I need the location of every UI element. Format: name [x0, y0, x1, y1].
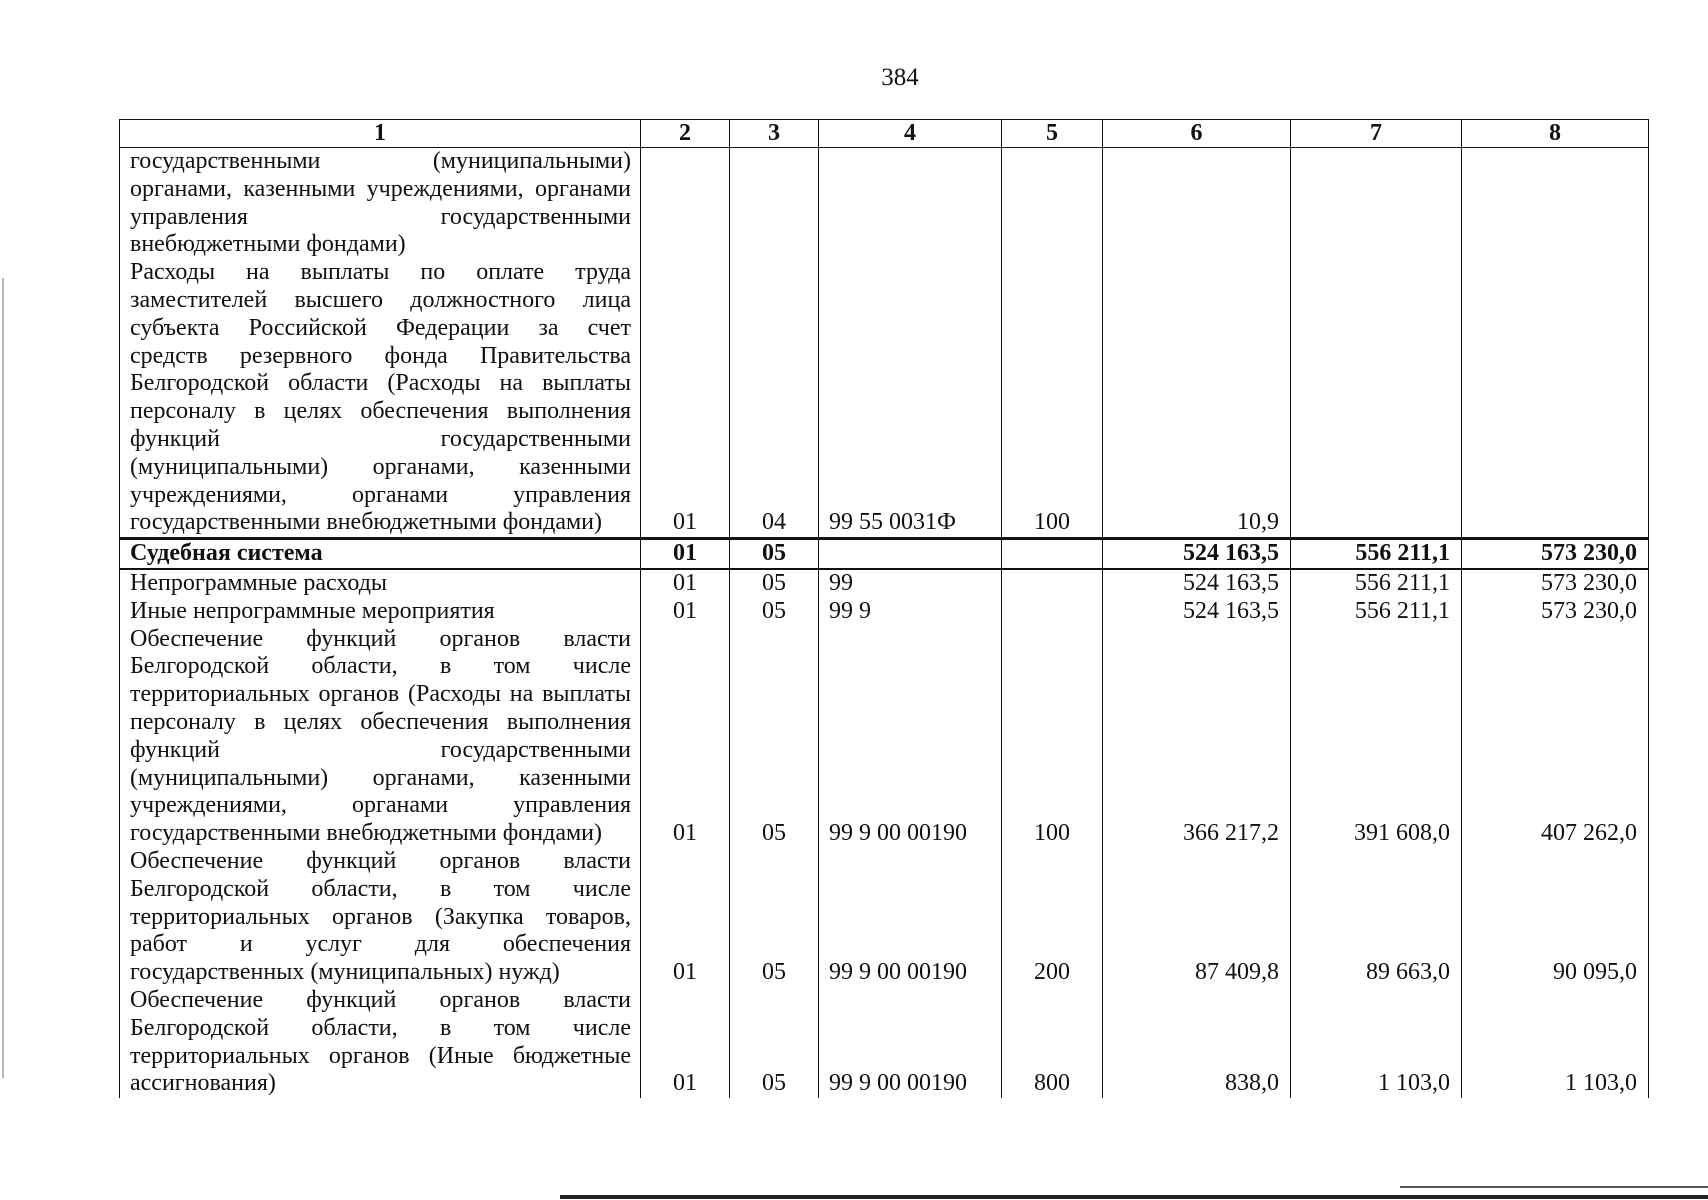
description-line: территориальных органов (Иные бюджетные	[130, 1042, 631, 1069]
section-code: 01	[641, 539, 730, 569]
table-row	[120, 848, 1649, 987]
amount-year-1: 366 217,2	[1103, 626, 1291, 848]
table-row	[120, 539, 1649, 569]
amount-year-3	[1462, 259, 1649, 538]
amount-year-2	[1291, 259, 1462, 538]
page-number: 384	[881, 64, 919, 91]
amount-year-3	[1462, 148, 1649, 260]
header-cell: 2	[641, 120, 730, 148]
expense-type-code: 800	[1002, 987, 1103, 1098]
target-article-code: 99	[819, 569, 1002, 598]
description-line: заместителей высшего должностного лица	[130, 286, 631, 313]
description-line: Обеспечение функций органов власти	[130, 986, 631, 1013]
description-line: Расходы на выплаты по оплате труда	[130, 259, 631, 286]
row-description	[120, 539, 641, 569]
description-line: учреждениями, органами управления	[130, 792, 631, 819]
amount-year-3: 90 095,0	[1462, 848, 1649, 987]
expense-type-code	[1002, 539, 1103, 569]
table-row	[120, 626, 1649, 848]
description-line: государственных (муниципальных) нужд)	[130, 959, 560, 986]
amount-year-2	[1291, 148, 1462, 260]
table-row	[120, 598, 1649, 626]
expense-type-code	[1002, 598, 1103, 626]
amount-year-1: 524 163,5	[1103, 569, 1291, 598]
header-cell: 4	[819, 120, 1002, 148]
description-line: Белгородской области (Расходы на выплаты	[130, 370, 631, 397]
description-line: Белгородской области, в том числе	[130, 1014, 631, 1041]
header-cell: 8	[1462, 120, 1649, 148]
subsection-code: 04	[730, 259, 819, 538]
description-line: (муниципальными) органами, казенными	[130, 764, 631, 791]
description-line: работ и услуг для обеспечения	[130, 931, 631, 958]
description-line: персоналу в целях обеспечения выполнения	[130, 708, 631, 735]
section-code: 01	[641, 259, 730, 538]
section-code: 01	[641, 598, 730, 626]
target-article-code	[819, 539, 1002, 569]
table-row	[120, 148, 1649, 260]
description-line: субъекта Российской Федерации за счет	[130, 314, 631, 341]
amount-year-3: 407 262,0	[1462, 626, 1649, 848]
bottom-rule	[560, 1195, 1708, 1199]
description-line: территориальных органов (Расходы на выплаты	[130, 681, 631, 708]
expense-type-code: 100	[1002, 259, 1103, 538]
description-line: государственными (муниципальными)	[130, 148, 631, 174]
target-article-code: 99 9	[819, 598, 1002, 626]
subsection-code: 05	[730, 848, 819, 987]
header-cell: 6	[1103, 120, 1291, 148]
row-description	[120, 259, 641, 538]
section-code: 01	[641, 626, 730, 848]
amount-year-2: 1 103,0	[1291, 987, 1462, 1098]
description-line: территориальных органов (Закупка товаров,	[130, 903, 631, 930]
amount-year-2: 89 663,0	[1291, 848, 1462, 987]
expense-type-code: 100	[1002, 626, 1103, 848]
table-row	[120, 987, 1649, 1098]
target-article-code: 99 9 00 00190	[819, 987, 1002, 1098]
description-line: органами, казенными учреждениями, органами	[130, 175, 631, 202]
table-row	[120, 569, 1649, 598]
amount-year-2: 556 211,1	[1291, 569, 1462, 598]
amount-year-2: 391 608,0	[1291, 626, 1462, 848]
section-code: 01	[641, 569, 730, 598]
description-line: Белгородской области, в том числе	[130, 875, 631, 902]
description-line: средств резервного фонда Правительства	[130, 342, 631, 369]
amount-year-3: 1 103,0	[1462, 987, 1649, 1098]
description-line: Белгородской области, в том числе	[130, 653, 631, 680]
subsection-code: 05	[730, 987, 819, 1098]
target-article-code: 99 55 0031Ф	[819, 259, 1002, 538]
subsection-code: 05	[730, 569, 819, 598]
description-line: Иные непрограммные мероприятия	[130, 597, 495, 624]
description-line: Обеспечение функций органов власти	[130, 847, 631, 874]
amount-year-1: 524 163,5	[1103, 598, 1291, 626]
bottom-rule-secondary	[1400, 1186, 1708, 1188]
description-line: Непрограммные расходы	[130, 569, 388, 596]
amount-year-3: 573 230,0	[1462, 598, 1649, 626]
section-code: 01	[641, 987, 730, 1098]
row-description	[120, 569, 641, 598]
expense-type-code	[1002, 569, 1103, 598]
section-code: 01	[641, 848, 730, 987]
expense-type-code	[1002, 148, 1103, 260]
header-row	[120, 120, 1649, 148]
target-article-code: 99 9 00 00190	[819, 626, 1002, 848]
amount-year-1: 838,0	[1103, 987, 1291, 1098]
row-description	[120, 148, 641, 260]
description-line: Обеспечение функций органов власти	[130, 625, 631, 652]
description-line: внебюджетными фондами)	[130, 231, 406, 258]
description-line: функций государственными	[130, 736, 631, 763]
row-description	[120, 987, 641, 1098]
table-body	[120, 120, 1649, 1099]
scan-edge-line	[2, 278, 4, 1078]
description-line: (муниципальными) органами, казенными	[130, 453, 631, 480]
amount-year-1	[1103, 148, 1291, 260]
amount-year-1: 10,9	[1103, 259, 1291, 538]
subsection-code	[730, 148, 819, 260]
header-cell: 5	[1002, 120, 1103, 148]
header-cell: 3	[730, 120, 819, 148]
header-cell: 7	[1291, 120, 1462, 148]
description-line: персоналу в целях обеспечения выполнения	[130, 398, 631, 425]
description-line: учреждениями, органами управления	[130, 481, 631, 508]
row-description	[120, 598, 641, 626]
target-article-code	[819, 148, 1002, 260]
description-line: функций государственными	[130, 425, 631, 452]
amount-year-3: 573 230,0	[1462, 539, 1649, 569]
amount-year-2: 556 211,1	[1291, 598, 1462, 626]
subsection-code: 05	[730, 598, 819, 626]
target-article-code: 99 9 00 00190	[819, 848, 1002, 987]
header-cell: 1	[120, 120, 641, 148]
amount-year-1: 87 409,8	[1103, 848, 1291, 987]
subsection-code: 05	[730, 626, 819, 848]
expense-type-code: 200	[1002, 848, 1103, 987]
amount-year-1: 524 163,5	[1103, 539, 1291, 569]
row-description	[120, 848, 641, 987]
subsection-code: 05	[730, 539, 819, 569]
description-line: управления государственными	[130, 203, 631, 230]
description-line: Судебная система	[130, 540, 323, 567]
section-code	[641, 148, 730, 260]
description-line: государственными внебюджетными фондами)	[130, 509, 603, 536]
row-description	[120, 626, 641, 848]
amount-year-2: 556 211,1	[1291, 539, 1462, 569]
amount-year-3: 573 230,0	[1462, 569, 1649, 598]
budget-table	[119, 119, 1649, 1098]
table-row	[120, 259, 1649, 538]
description-line: государственными внебюджетными фондами)	[130, 820, 603, 847]
description-line: ассигнования)	[130, 1070, 276, 1097]
